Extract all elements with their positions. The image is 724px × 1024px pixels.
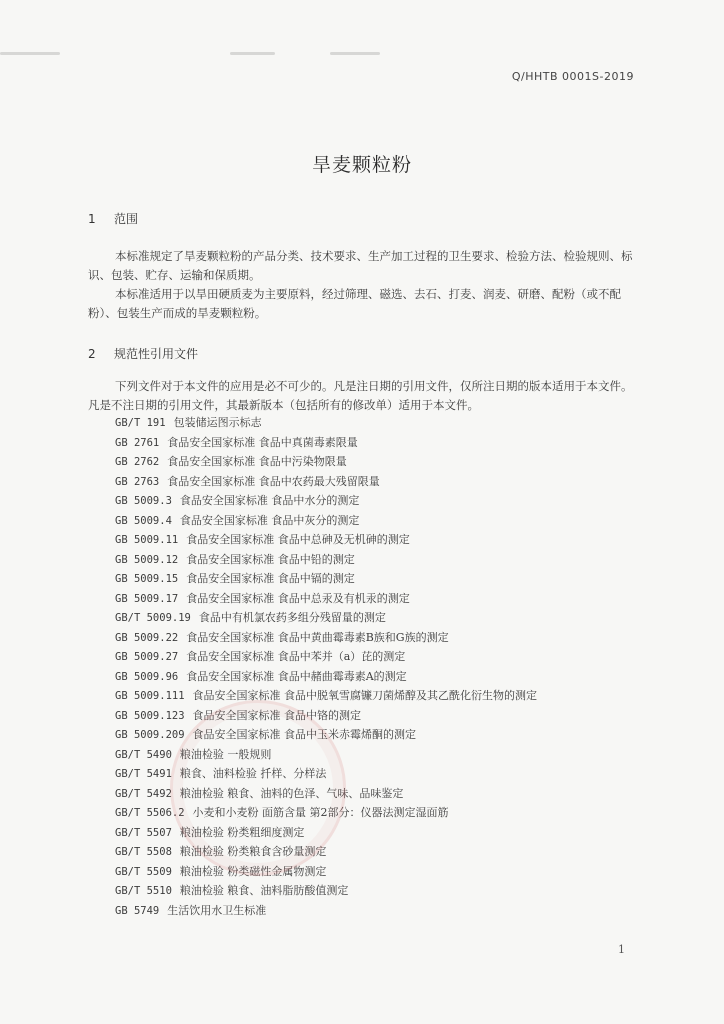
reference-title: 粮食、油料检验 扦样、分样法: [179, 767, 327, 780]
reference-code: GB/T 5510: [115, 885, 172, 897]
reference-title: 食品安全国家标准 食品中灰分的测定: [179, 513, 360, 527]
scope-paragraph: 本标准规定了旱麦颗粒粉的产品分类、技术要求、生产加工过程的卫生要求、检验方法、检验规则、标识、包装、贮存、运输和保质期。: [88, 249, 633, 282]
reference-code: GB/T 5508: [115, 846, 172, 858]
reference-title: 食品安全国家标准 食品中总砷及无机砷的测定: [186, 533, 410, 546]
reference-title: 食品安全国家标准 食品中脱氧雪腐镰刀菌烯醇及其乙酰化衍生物的测定: [192, 689, 538, 702]
reference-title: 粮油检验 一般规则: [179, 747, 272, 761]
reference-item: [115, 706, 537, 726]
reference-title: 食品中有机氯农药多组分残留量的测定: [198, 611, 386, 624]
section-number: 2: [88, 347, 96, 361]
reference-code: GB 5009.123: [115, 709, 185, 722]
reference-item: [115, 550, 537, 570]
reference-title: 食品安全国家标准 食品中真菌毒素限量: [167, 435, 358, 449]
reference-item: [115, 452, 537, 472]
reference-title: 食品安全国家标准 食品中玉米赤霉烯酮的测定: [192, 728, 417, 741]
reference-item: [115, 686, 537, 706]
reference-code: GB 5009.209: [115, 729, 185, 741]
reference-code: GB 5009.15: [115, 573, 179, 585]
reference-item: [115, 862, 537, 882]
reference-item: [115, 472, 537, 492]
section-number: 1: [88, 212, 96, 226]
reference-item: [115, 667, 537, 687]
reference-title: 食品安全国家标准 食品中苯并（a）芘的测定: [186, 650, 406, 663]
reference-code: GB 5009.4: [115, 514, 172, 527]
reference-item: [115, 881, 537, 901]
page-title: 旱麦颗粒粉: [311, 154, 412, 176]
reference-item: [115, 413, 537, 433]
reference-code: GB/T 191: [115, 417, 166, 429]
reference-code: GB/T 5509: [115, 865, 172, 878]
section-heading-scope: [88, 210, 138, 227]
reference-code: GB/T 5492: [115, 787, 172, 800]
reference-code: GB 2763: [115, 475, 160, 488]
reference-code: GB/T 5507: [115, 826, 172, 839]
reference-title: 粮油检验 粮食、油料的色泽、气味、品味鉴定: [179, 786, 404, 800]
reference-title: 生活饮用水卫生标准: [167, 903, 267, 917]
reference-title: 食品安全国家标准 食品中镉的测定: [186, 572, 355, 585]
reference-code: GB 5749: [115, 904, 160, 917]
reference-title: 粮油检验 粉类粮食含砂量测定: [179, 845, 327, 858]
reference-title: 食品安全国家标准 食品中黄曲霉毒素B族和G族的测定: [186, 630, 449, 644]
reference-title: 食品安全国家标准 食品中铅的测定: [186, 552, 355, 566]
reference-title: 小麦和小麦粉 面筋含量 第2部分：仪器法测定湿面筋: [192, 806, 449, 819]
reference-code: GB 5009.22: [115, 631, 179, 644]
reference-code: GB 5009.111: [115, 690, 185, 702]
reference-item: [115, 901, 537, 921]
section-heading-normative-references: [88, 345, 198, 362]
page-number: 1: [618, 943, 625, 956]
document-code: Q/HHTB 0001S-2019: [511, 70, 634, 83]
reference-title: 食品安全国家标准 食品中农药最大残留限量: [167, 474, 380, 488]
reference-item: [115, 608, 537, 628]
reference-code: GB 5009.96: [115, 670, 179, 683]
reference-item: [115, 647, 537, 667]
section-title: 规范性引用文件: [114, 347, 199, 361]
reference-item: [115, 589, 537, 609]
reference-code: GB 5009.17: [115, 592, 179, 605]
scope-paragraph: 本标准适用于以旱田硬质麦为主要原料，经过筛理、磁选、去石、打麦、润麦、研磨、配粉（或不配粉）、包装生产而成的旱麦颗粒粉。: [88, 287, 621, 320]
scan-artifact: [0, 52, 60, 55]
official-seal-stamp: [170, 700, 346, 876]
reference-code: GB 5009.11: [115, 534, 179, 546]
reference-title: 食品安全国家标准 食品中水分的测定: [179, 494, 360, 507]
reference-code: GB/T 5490: [115, 748, 172, 761]
reference-item: [115, 530, 537, 550]
reference-title: 粮油检验 粮食、油料脂肪酸值测定: [179, 884, 349, 897]
reference-title: 食品安全国家标准 食品中铬的测定: [192, 708, 362, 722]
scan-artifact: [330, 52, 380, 55]
reference-code: GB 5009.12: [115, 553, 179, 566]
reference-code: GB/T 5506.2: [115, 807, 185, 819]
reference-item: [115, 628, 537, 648]
reference-item: [115, 569, 537, 589]
reference-code: GB/T 5491: [115, 768, 172, 780]
reference-code: GB 2761: [115, 436, 160, 449]
reference-item: [115, 511, 537, 531]
reference-code: GB 5009.27: [115, 651, 179, 663]
reference-list: [115, 413, 537, 920]
section-title: 范围: [114, 212, 139, 226]
reference-item: [115, 842, 537, 862]
reference-title: 食品安全国家标准 食品中赭曲霉毒素A的测定: [186, 669, 407, 683]
scan-artifact: [230, 52, 275, 55]
reference-title: 食品安全国家标准 食品中总汞及有机汞的测定: [186, 591, 410, 605]
references-intro-paragraph: 下列文件对于本文件的应用是必不可少的。凡是注日期的引用文件，仅所注日期的版本适用于本文件。凡是不注日期的引用文件，其最新版本（包括所有的修改单）适用于本文件。: [88, 379, 633, 412]
reference-item: [115, 491, 537, 511]
reference-item: [115, 433, 537, 453]
reference-title: 包装储运图示标志: [173, 416, 262, 429]
reference-title: 粮油检验 粉类粗细度测定: [179, 825, 305, 839]
reference-code: GB/T 5009.19: [115, 612, 191, 624]
reference-code: GB 2762: [115, 456, 160, 468]
reference-title: 粮油检验 粉类磁性金属物测定: [179, 864, 327, 878]
reference-title: 食品安全国家标准 食品中污染物限量: [167, 455, 347, 468]
reference-code: GB 5009.3: [115, 495, 172, 507]
